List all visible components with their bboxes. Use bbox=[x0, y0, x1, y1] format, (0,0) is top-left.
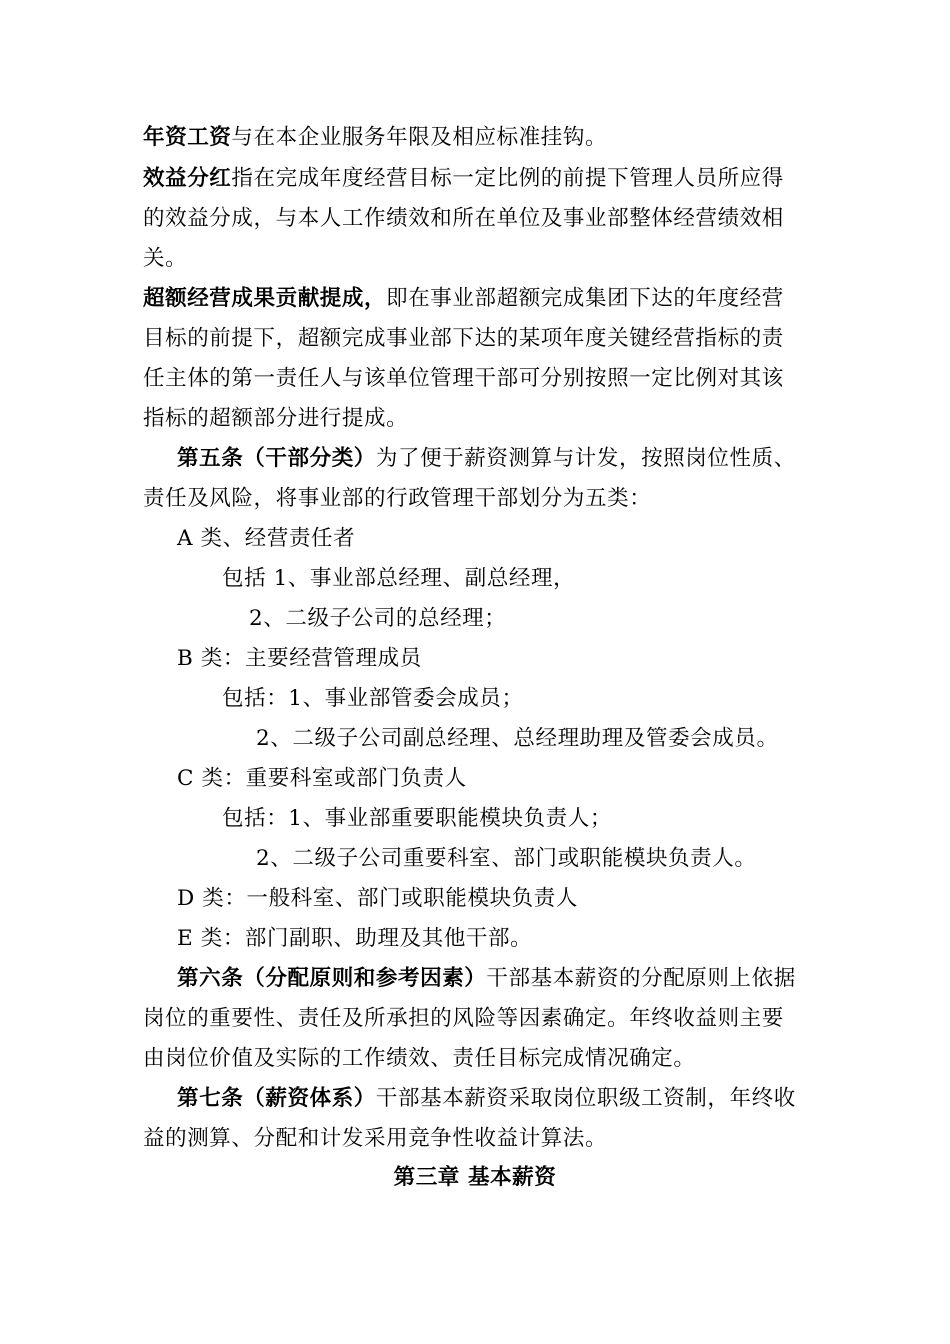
text-line: 为了便于薪资测算与计发，按照岗位性质、 bbox=[375, 446, 796, 471]
article-5-heading: 第五条（干部分类） bbox=[177, 446, 376, 471]
article-6-line-1 bbox=[177, 964, 796, 994]
category-e-title: E 类：部门副职、助理及其他干部。 bbox=[177, 926, 533, 951]
article-7-line-1 bbox=[177, 1084, 796, 1114]
paragraph-profit-bonus-line-3: 关。 bbox=[143, 246, 188, 271]
text-line: 即在事业部超额完成集团下达的年度经营 bbox=[386, 286, 784, 311]
paragraph-seniority-wage bbox=[143, 123, 607, 153]
category-c-item-2: 2、二级子公司重要科室、部门或职能模块负责人。 bbox=[256, 846, 757, 871]
category-c-title: C 类：重要科室或部门负责人 bbox=[177, 766, 467, 791]
paragraph-excess-commission-line-1 bbox=[143, 284, 784, 314]
article-6-line-2: 岗位的重要性、责任及所承担的风险等因素确定。年终收益则主要 bbox=[143, 1006, 784, 1031]
text-line: 与在本企业服务年限及相应标准挂钩。 bbox=[231, 125, 608, 150]
category-a-title: A 类、经营责任者 bbox=[177, 526, 356, 551]
article-5-line-2: 责任及风险，将事业部的行政管理干部划分为五类： bbox=[143, 486, 652, 511]
article-5-line-1 bbox=[177, 444, 796, 474]
category-d-title: D 类：一般科室、部门或职能模块负责人 bbox=[177, 886, 578, 911]
category-a-item-2: 2、二级子公司的总经理； bbox=[249, 606, 507, 631]
category-c-item-1: 包括：1、事业部重要职能模块负责人； bbox=[222, 806, 612, 831]
term-profit-bonus: 效益分红 bbox=[143, 166, 232, 191]
paragraph-excess-commission-line-4: 指标的超额部分进行提成。 bbox=[143, 406, 409, 431]
article-7-line-2: 益的测算、分配和计发采用竞争性收益计算法。 bbox=[143, 1126, 608, 1151]
paragraph-excess-commission-line-2: 目标的前提下，超额完成事业部下达的某项年度关键经营指标的责 bbox=[143, 326, 784, 351]
text-line: 干部基本薪资采取岗位职级工资制，年终收 bbox=[375, 1086, 796, 1111]
category-b-item-2: 2、二级子公司副总经理、总经理助理及管委会成员。 bbox=[256, 726, 779, 751]
term-seniority-wage: 年资工资 bbox=[143, 125, 232, 150]
category-b-title: B 类：主要经营管理成员 bbox=[177, 646, 422, 671]
paragraph-profit-bonus-line-2: 的效益分成，与本人工作绩效和所在单位及事业部整体经营绩效相 bbox=[143, 206, 784, 231]
article-6-line-3: 由岗位价值及实际的工作绩效、责任目标完成情况确定。 bbox=[143, 1046, 696, 1071]
paragraph-excess-commission-line-3: 任主体的第一责任人与该单位管理干部可分别按照一定比例对其该 bbox=[143, 366, 784, 391]
category-b-item-1: 包括：1、事业部管委会成员； bbox=[222, 686, 524, 711]
chapter-3-title: 第三章 基本薪资 bbox=[393, 1165, 557, 1190]
paragraph-profit-bonus-line-1 bbox=[143, 164, 784, 194]
term-excess-commission: 超额经营成果贡献提成， bbox=[143, 286, 387, 311]
text-line: 指在完成年度经营目标一定比例的前提下管理人员所应得 bbox=[231, 166, 784, 191]
category-a-item-1: 包括 1、事业部总经理、副总经理， bbox=[222, 566, 576, 591]
text-line: 干部基本薪资的分配原则上依据 bbox=[486, 966, 796, 991]
article-7-heading: 第七条（薪资体系） bbox=[177, 1086, 376, 1111]
article-6-heading: 第六条（分配原则和参考因素） bbox=[177, 966, 487, 991]
